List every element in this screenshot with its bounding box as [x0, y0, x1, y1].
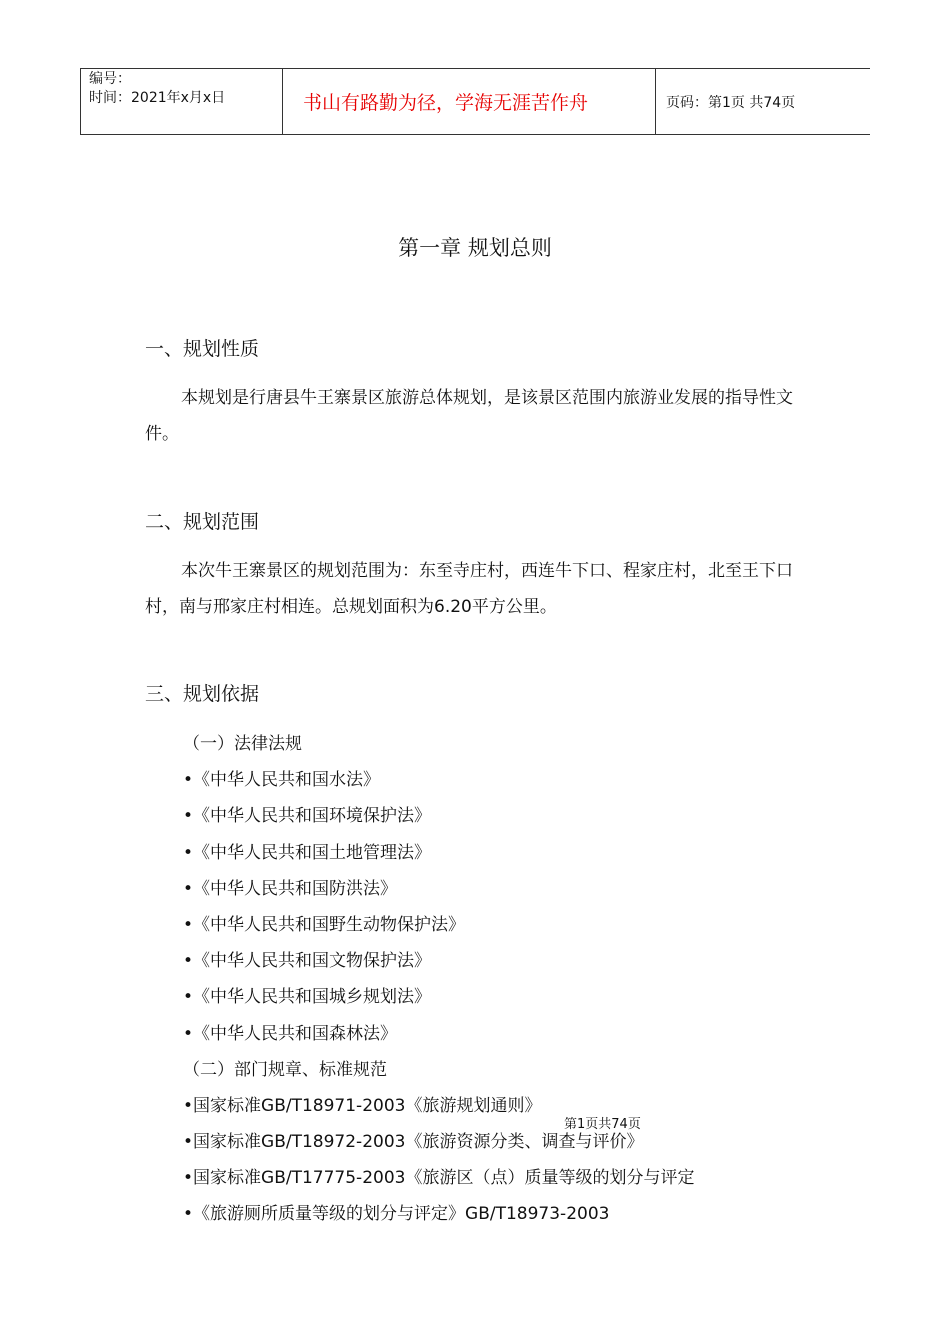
list-item: •国家标准GB/T17775-2003《旅游区（点）质量等级的划分与评定 — [183, 1168, 695, 1189]
list-item: •《中华人民共和国防洪法》 — [183, 878, 398, 899]
list-item: •国家标准GB/T18971-2003《旅游规划通则》 — [183, 1095, 542, 1116]
list-item: •《中华人民共和国土地管理法》 — [183, 842, 432, 863]
list-item: •《旅游厕所质量等级的划分与评定》GB/T18973-2003 — [183, 1204, 610, 1225]
header-motto-cell — [283, 69, 656, 134]
list-item: （二）部门规章、标准规范 — [183, 1059, 387, 1080]
page-info: 页码：第1页 共74页 — [666, 94, 796, 111]
header-page-cell — [656, 69, 870, 134]
section-heading-nature: 一、规划性质 — [145, 338, 260, 360]
time-label: 时间：2021年x月x日 — [89, 90, 226, 106]
section-body-nature: 本规划是行唐县牛王寨景区旅游总体规划，是该景区范围内旅游业发展的指导性文件。 — [145, 388, 793, 444]
chapter-title: 第一章 规划总则 — [398, 236, 552, 260]
list-item: （一）法律法规 — [183, 734, 302, 754]
section-body-scope: 本次牛王寨景区的规划范围为：东至寺庄村，西连牛下口、程家庄村，北至王下口村，南与邢家庄村相连。总规划面积为6.20平方公里。 — [145, 561, 793, 617]
list-item: •《中华人民共和国水法》 — [183, 770, 381, 791]
list-item: •国家标准GB/T18972-2003《旅游资源分类、调查与评价》 — [183, 1132, 644, 1153]
list-item: •《中华人民共和国城乡规划法》 — [183, 987, 432, 1008]
list-item: •《中华人民共和国森林法》 — [183, 1023, 398, 1044]
list-item: •《中华人民共和国野生动物保护法》 — [183, 914, 466, 935]
section-heading-basis: 三、规划依据 — [145, 683, 260, 705]
list-item: •《中华人民共和国文物保护法》 — [183, 951, 432, 972]
header-table — [80, 68, 870, 135]
motto-text: 书山有路勤为径，学海无涯苦作舟 — [303, 92, 589, 114]
number-label: 编号： — [89, 71, 131, 87]
header-meta-cell — [81, 69, 283, 134]
section-heading-scope: 二、规划范围 — [145, 511, 260, 533]
basis-list — [183, 726, 694, 1233]
list-item: •《中华人民共和国环境保护法》 — [183, 806, 432, 827]
page-footer-mark: 第1页共74页 — [564, 1117, 641, 1132]
